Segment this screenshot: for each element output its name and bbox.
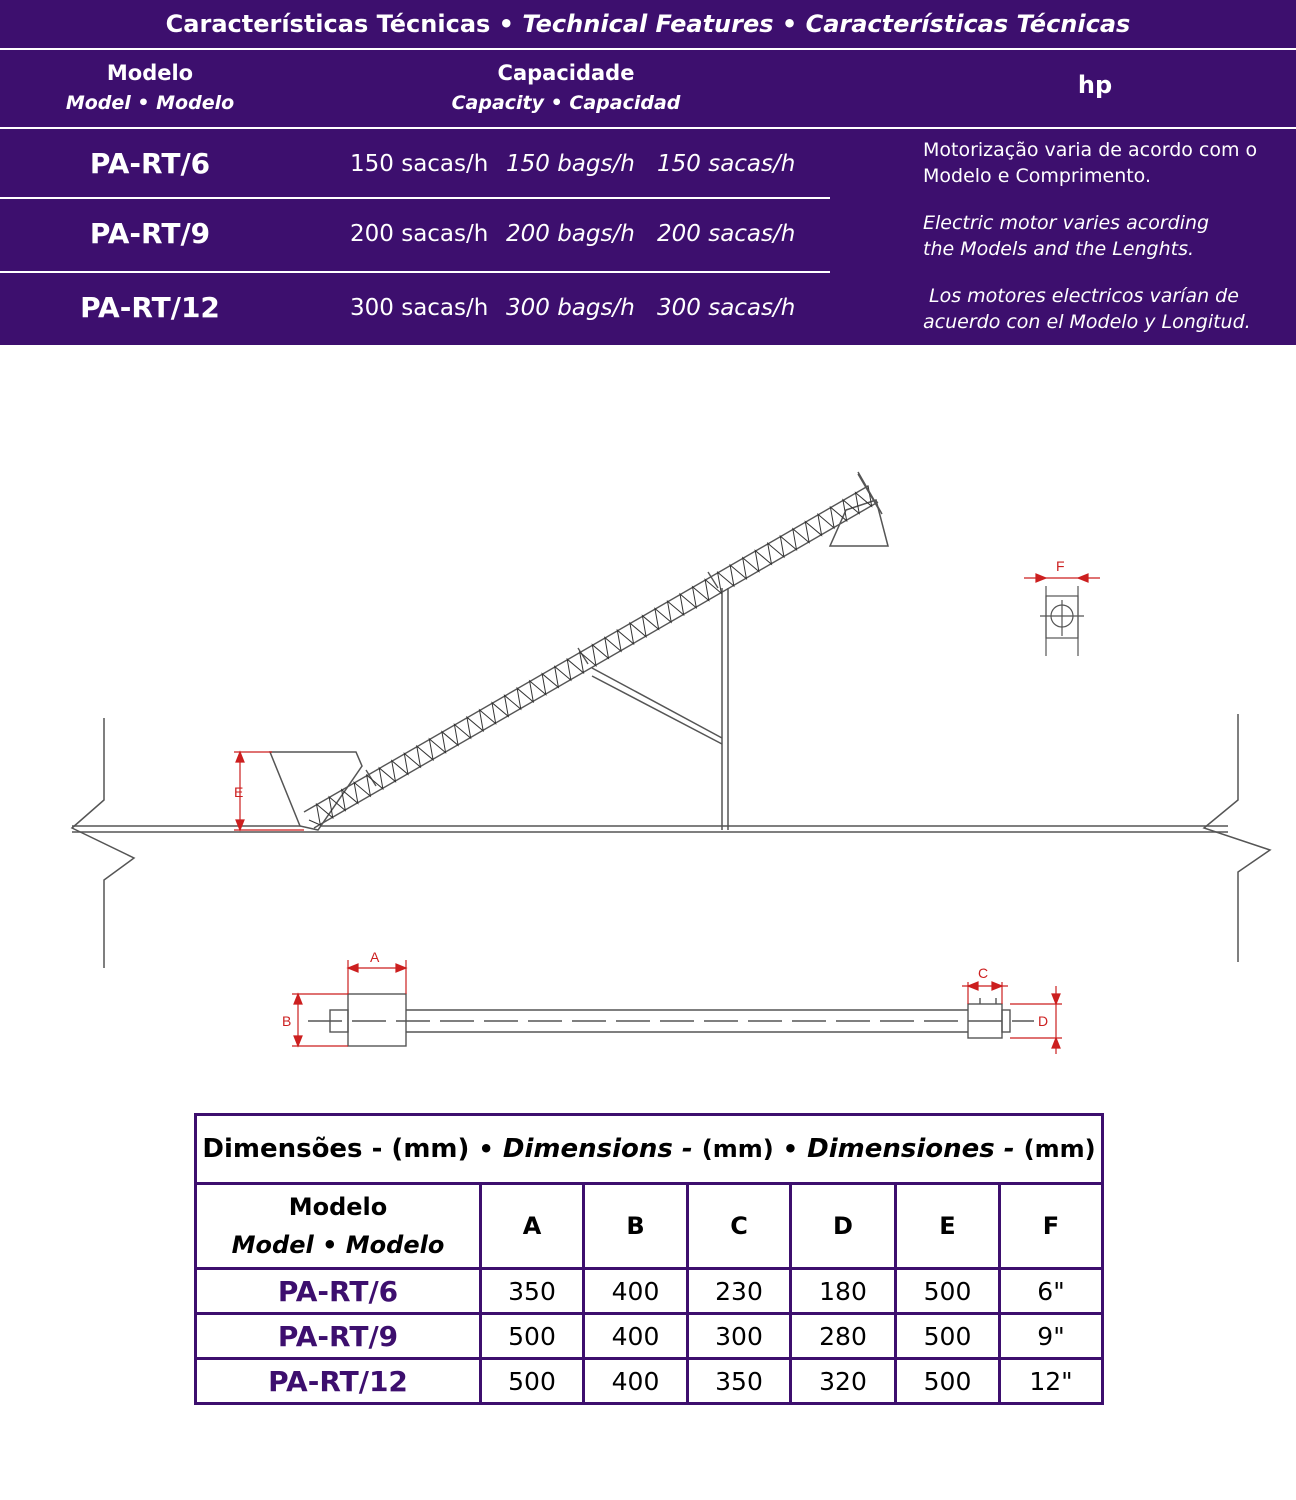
row-capacity-es: 150 sacas/h xyxy=(657,151,796,177)
dim-col-b: B xyxy=(584,1184,688,1269)
dim-value-f: 6" xyxy=(1000,1269,1103,1314)
dim-label-d: D xyxy=(1038,1013,1049,1029)
dim-value-a: 500 xyxy=(481,1359,584,1404)
row-capacity-es: 300 sacas/h xyxy=(657,295,796,321)
outlet-hopper xyxy=(830,500,888,546)
dim-title-unit: (mm) xyxy=(701,1135,774,1163)
dim-value-b: 400 xyxy=(584,1269,688,1314)
section-view-f xyxy=(1040,586,1084,656)
dim-value-d: 180 xyxy=(791,1269,896,1314)
motor-pt-line: Modelo e Comprimento. xyxy=(923,165,1152,187)
dim-row xyxy=(196,1269,1103,1314)
dim-title-sep: • xyxy=(478,1135,494,1163)
dim-value-f: 9" xyxy=(1000,1314,1103,1359)
dim-value-a: 350 xyxy=(481,1269,584,1314)
dim-value-e: 500 xyxy=(896,1359,1000,1404)
row-capacity-pt: 300 sacas/h xyxy=(350,295,489,321)
row-capacity-en: 200 bags/h xyxy=(506,221,635,247)
screw-flights xyxy=(309,485,872,825)
dim-value-f: 12" xyxy=(1000,1359,1103,1404)
dimension-d xyxy=(1010,986,1062,1054)
dim-row-model: PA-RT/9 xyxy=(196,1314,481,1359)
dim-col-a: A xyxy=(481,1184,584,1269)
header-capacity-pt: Capacidade xyxy=(497,61,635,85)
dimensions-table xyxy=(194,1113,1104,1405)
dim-label-e: E xyxy=(234,784,244,800)
title-sep: • xyxy=(781,10,798,38)
header-capacity-sub: Capacity • Capacidad xyxy=(451,92,681,114)
dim-col-c: C xyxy=(688,1184,791,1269)
dim-value-c: 230 xyxy=(688,1269,791,1314)
dim-label-f: F xyxy=(1056,558,1065,574)
dim-value-d: 320 xyxy=(791,1359,896,1404)
dim-label-b: B xyxy=(282,1013,292,1029)
screw-tube xyxy=(304,474,878,828)
dim-title-es: Dimensiones - xyxy=(807,1134,1015,1164)
row-capacity-pt: 150 sacas/h xyxy=(350,151,489,177)
dim-title-sep: • xyxy=(782,1135,799,1163)
dimensions-title xyxy=(196,1115,1103,1184)
dim-col-e: E xyxy=(896,1184,1000,1269)
dim-row-model: PA-RT/12 xyxy=(196,1359,481,1404)
header-hp-label: hp xyxy=(1077,71,1113,99)
row-capacity-es: 200 sacas/h xyxy=(657,221,796,247)
dim-title-pt: Dimensões - (mm) xyxy=(202,1134,470,1164)
row-capacity-en: 150 bags/h xyxy=(506,151,635,177)
motor-en-line: Electric motor varies acording xyxy=(923,212,1210,234)
inlet-hopper xyxy=(270,752,362,830)
dim-value-e: 500 xyxy=(896,1314,1000,1359)
dimension-b xyxy=(292,994,348,1046)
dim-value-a: 500 xyxy=(481,1314,584,1359)
dim-value-b: 400 xyxy=(584,1359,688,1404)
motor-pt-line: Motorização varia de acordo com o xyxy=(923,139,1258,161)
title-sep: • xyxy=(498,10,515,38)
dimension-c xyxy=(962,982,1008,1004)
row-capacity-en: 300 bags/h xyxy=(506,295,635,321)
header-model-sub: Model • Modelo xyxy=(65,92,235,114)
row-capacity-pt: 200 sacas/h xyxy=(350,221,489,247)
dimension-f xyxy=(1024,574,1100,582)
dim-col-d: D xyxy=(791,1184,896,1269)
dim-row-model: PA-RT/6 xyxy=(196,1269,481,1314)
dim-label-c: C xyxy=(978,965,989,981)
motor-es-line: acuerdo con el Modelo y Longitud. xyxy=(923,311,1251,333)
title-pt: Características Técnicas xyxy=(165,10,491,38)
motor-en-line: the Models and the Lenghts. xyxy=(923,238,1195,260)
dim-value-c: 300 xyxy=(688,1314,791,1359)
title-es: Características Técnicas xyxy=(805,10,1131,38)
dim-header-model-sub: Model • Modelo xyxy=(231,1231,445,1259)
dim-value-d: 280 xyxy=(791,1314,896,1359)
dim-row xyxy=(196,1314,1103,1359)
dim-col-f: F xyxy=(1000,1184,1103,1269)
dim-row xyxy=(196,1359,1103,1404)
dimension-a xyxy=(348,960,406,994)
dim-value-c: 350 xyxy=(688,1359,791,1404)
row-model: PA-RT/6 xyxy=(89,147,211,180)
support-frame xyxy=(592,588,728,830)
row-model: PA-RT/9 xyxy=(89,217,211,250)
motor-es-line: Los motores electricos varían de xyxy=(929,285,1239,307)
plan-view xyxy=(308,994,1034,1046)
dim-title-en: Dimensions - xyxy=(502,1134,693,1164)
dim-value-b: 400 xyxy=(584,1314,688,1359)
dim-title-unit: (mm) xyxy=(1023,1135,1096,1163)
dim-header-model xyxy=(196,1184,481,1269)
title-en: Technical Features xyxy=(522,10,774,38)
dim-header-model-pt: Modelo xyxy=(288,1193,388,1221)
header-model-pt: Modelo xyxy=(106,61,194,85)
dim-label-a: A xyxy=(370,949,380,965)
dim-value-e: 500 xyxy=(896,1269,1000,1314)
row-model: PA-RT/12 xyxy=(80,291,220,324)
